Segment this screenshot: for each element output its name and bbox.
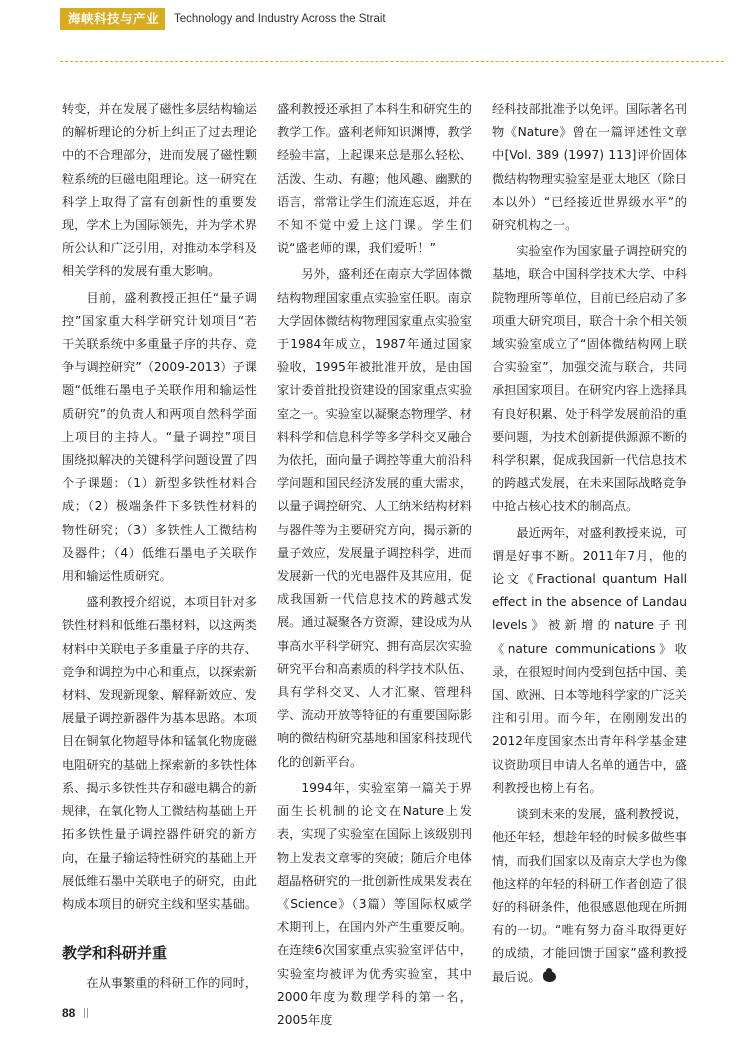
header-divider (60, 61, 724, 62)
end-mark-icon (543, 971, 556, 982)
article-column-3 (492, 98, 687, 992)
paragraph-last (492, 803, 687, 989)
article-column-2 (277, 98, 472, 1035)
paragraph: 在从事繁重的科研工作的同时， (86, 976, 258, 991)
section-heading: 教学和科研并重 (62, 944, 168, 963)
paragraph: 最近两年，对盛利教授来说，可谓是好事不断。2011年7月，他的论文《Fractional quantum Hall effect in the absence of Landau levels》被新增的nature子刊《nature communications》收录，在很短时间内受到包括中国、美国、欧洲、日本等地科学家的广泛关注和引用。而今年，在刚刚发出的2012年度国家杰出青年科学基金建议资助项目申请人名单的通告中，盛利教授也榜上有名。 (492, 525, 688, 795)
page-mark-icon (84, 1008, 88, 1018)
paragraph-text: 谈到未来的发展，盛利教授说，他还年轻，想趁年轻的时候多做些事情，而我们国家以及南京大学也为像他这样的年轻的科研工作者创造了很好的科研条件，他很感恩他现在所拥有的一切。“唯有努力奋斗取得更好的成绩，才能回馈于国家”盛利教授最后说。 (492, 807, 688, 984)
paragraph: 1994年，实验室第一篇关于界面生长机制的论文在Nature上发表，实现了实验室在国际上该级别刊物上发表文章零的突破；随后介电体超晶格研究的一批创新性成果发表在《Science》（3篇）等国际权威学术期刊上，在国内外产生重要反响。在连续6次国家重点实验室评估中，实验室均被评为优秀实验室，其中2000年度为数理学科的第一名，2005年度 (277, 780, 472, 1027)
paragraph: 转变，并在发展了磁性多层结构输运的解析理论的分析上纠正了过去理论中的不合理部分，进而发展了磁性颗粒系统的巨磁电阻理论。这一研究在科学上取得了富有创新性的重要发现，学术上为国际领先，并为学术界所公认和广泛引用，对推动本学科及相关学科的发展有重大影响。 (62, 102, 257, 279)
paragraph: 实验室作为国家量子调控研究的基地，联合中国科学技术大学、中科院物理所等单位，目前已经启动了多项重大研究项目，联合十余个相关领域实验室成立了“固体微结构网上联合实验室”，加强交流与联合，共同承担国家项目。在研究内容上选择具有良好积累、处于科学发展前沿的重要问题，为技术创新提供源源不断的科学积累，促成我国新一代信息技术的跨越式发展，在未来国际战略竞争中抢占核心技术的制高点。 (492, 244, 688, 514)
paragraph: 另外，盛利还在南京大学固体微结构物理国家重点实验室任职。南京大学固体微结构物理国家重点实验室于1984年成立，1987年通过国家验收，1995年被批准开放，是由国家计委首批投资建设的国家重点实验室之一。实验室以凝聚态物理学、材料科学和信息科学等多学科交叉融合为依托，面向量子调控等重大前沿科学问题和国民经济发展的重大需求，以量子调控研究、人工纳米结构材料与器件等为主要研究方向，揭示新的量子效应，发展量子调控科学，进而发展新一代的光电器件及其应用，促成我国新一代信息技术的跨越式发展。通过凝聚各方资源，建设成为从事高水平科学研究、拥有高层次实验研究平台和高素质的科学技术队伍、具有学科交叉、人才汇聚、管理科学、流动开放等特征的有重要国际影响的微结构研究基地和国家科技现代化的创新平台。 (277, 267, 473, 769)
paragraph: 经科技部批准予以免评。国际著名刊物《Nature》曾在一篇评述性文章中[Vol. 389 (1997) 113]评价固体微结构物理实验室是亚太地区（除日本以外）“已经接近世界级水平”的研究机构之一。 (492, 102, 687, 233)
journal-brand-cn: 海峡科技与产业 (60, 8, 165, 30)
article-column-1 (62, 98, 257, 998)
paragraph: 盛利教授还承担了本科生和研究生的教学工作。盛利老师知识渊博，教学经验丰富，上起课来总是那么轻松、活泼、生动、有趣；他风趣、幽默的语言，常常让学生们流连忘返，并在不知不觉中爱上这门课。学生们说“盛老师的课，我们爱听！” (277, 102, 472, 256)
page-number: 88 (62, 1006, 76, 1020)
journal-header (60, 8, 386, 30)
paragraph: 目前，盛利教授正担任“量子调控”国家重大科学研究计划项目“若干关联系统中多重量子序的共存、竞争与调控研究”（2009-2013）子课题“低维石墨电子关联作用和输运性质研究”的负责人和两项自然科学面上项目的主持人。“量子调控”项目围绕拟解决的关键科学问题设置了四个子课题：（1）新型多铁性材料合成；（2）极端条件下多铁性材料的物性研究；（3）多铁性人工微结构及器件；（4）低维石墨电子关联作用和输运性质研究。 (62, 290, 257, 584)
journal-brand-en: Technology and Industry Across the Strait (174, 13, 386, 25)
paragraph: 盛利教授介绍说，本项目针对多铁性材料和低维石墨材料，以这两类材料中关联电子多重量子序的共存、竞争和调控为中心和重点，以探索新材料、发现新现象、解释新效应、发展量子调控新器件为基本思路。本项目在铜氧化物超导体和锰氧化物庞磁电阻研究的基础上探索新的多铁性体系、揭示多铁性共存和磁电耦合的新规律，在氧化物人工微结构基础上开拓多铁性量子调控器件研究的新方向，在量子输运特性研究的基础上开展低维石墨中关联电子的研究，由此构成本项目的研究主线和坚实基础。 (62, 595, 258, 911)
